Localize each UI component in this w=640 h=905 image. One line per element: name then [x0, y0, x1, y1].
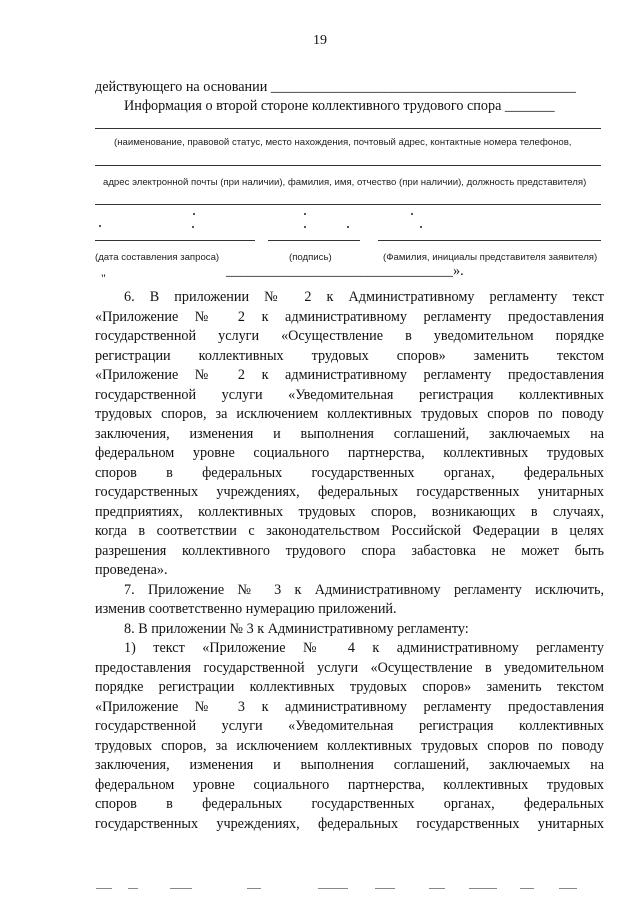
blank-line-1	[95, 128, 601, 129]
body-line: трудовых споров, за исключением коллективных трудовых споров по поводу	[95, 737, 604, 754]
scan-dot	[304, 213, 306, 215]
body-line: федеральном уровне социального партнерства, коллективных трудовых	[95, 776, 604, 793]
body-line: государственных учреждениях, федеральных государственных унитарных	[95, 815, 604, 832]
caption-name-initials: (Фамилия, инициалы представителя заявителя)	[383, 252, 598, 263]
body-line: споров в федеральных государственных органах, федеральных	[95, 464, 604, 481]
scan-artifact	[247, 888, 261, 889]
second-party-title: Информация о второй стороне коллективного трудового спора _______	[124, 98, 555, 114]
body-line: 8. В приложении № 3 к Административному регламенту:	[124, 620, 469, 637]
caption-name: (наименование, правовой статус, место нахождения, почтовый адрес, контактные номера телефонов,	[114, 137, 572, 148]
caption-email: адрес электронной почты (при наличии), фамилия, имя, отчество (при наличии), должность представителя)	[103, 177, 587, 188]
body-line: разрешения коллективного трудового спора забастовка не может быть	[95, 542, 604, 559]
body-line: предоставления государственной услуги «Осуществление в уведомительном	[95, 659, 604, 676]
scan-artifact	[520, 888, 534, 889]
body-line: «Приложение № 2 к административному регламенту предоставления	[95, 308, 604, 325]
body-line: когда в соответствии с законодательством Российской Федерации в целях	[95, 523, 604, 539]
body-line: «Приложение № 2 к административному регламенту предоставления	[95, 367, 604, 383]
scan-artifact	[469, 888, 497, 889]
quote-mark: "	[101, 271, 106, 285]
caption-signature: (подпись)	[289, 252, 332, 263]
body-line: порядке регистрации коллективных трудовых споров» заменить текстом	[95, 679, 604, 695]
body-line: проведена».	[95, 562, 168, 578]
scan-dot	[99, 225, 101, 227]
page-number: 19	[313, 33, 327, 48]
body-line: федеральном уровне социального партнерства, коллективных трудовых	[95, 445, 604, 461]
signature-line	[268, 240, 360, 241]
scan-dot	[347, 226, 349, 228]
scan-artifact	[429, 888, 445, 889]
scan-artifact	[96, 888, 112, 889]
scan-artifact	[128, 888, 138, 889]
body-line: регистрации коллективных трудовых споров» заменить текстом	[95, 347, 604, 364]
scan-dot	[304, 226, 306, 228]
scan-dot	[193, 213, 195, 215]
blank-line-3	[95, 204, 601, 205]
body-line: государственной услуги «Осуществление в уведомительном порядке	[95, 328, 604, 344]
body-line: изменив соответственно нумерацию приложений.	[95, 601, 397, 617]
basis-line: действующего на основании ___________________________________________	[95, 79, 576, 95]
scan-dot	[420, 226, 422, 228]
scan-dot	[192, 226, 194, 228]
name-line	[378, 240, 601, 241]
body-line: споров в федеральных государственных органах, федеральных	[95, 796, 604, 812]
closing-line: ________________________________».	[226, 263, 464, 279]
body-line: 1) текст «Приложение № 4 к административному регламенту	[124, 640, 604, 656]
date-line	[95, 240, 255, 241]
body-line: 7. Приложение № 3 к Административному регламенту исключить,	[124, 581, 604, 598]
body-line: 6. В приложении № 2 к Административному регламенту текст	[124, 289, 604, 305]
scan-artifact	[318, 888, 348, 889]
caption-date: (дата составления запроса)	[95, 252, 220, 263]
scan-artifact	[375, 888, 395, 889]
body-line: «Приложение № 3 к административному регламенту предоставления	[95, 698, 604, 715]
body-line: заключения, изменения и выполнения соглашений, заключаемых на	[95, 425, 604, 442]
scan-dot	[411, 213, 413, 215]
body-line: государственной услуги «Уведомительная регистрация коллективных	[95, 386, 604, 403]
body-line: заключения, изменения и выполнения соглашений, заключаемых на	[95, 757, 604, 773]
scan-artifact	[559, 888, 577, 889]
body-line: трудовых споров, за исключением коллективных трудовых споров по поводу	[95, 406, 604, 422]
body-line: предприятиях, коллективных трудовых споров, возникающих в случаях,	[95, 503, 604, 520]
blank-line-2	[95, 165, 601, 166]
body-line: государственных учреждениях, федеральных государственных унитарных	[95, 484, 604, 500]
body-line: государственной услуги «Уведомительная регистрация коллективных	[95, 718, 604, 734]
scan-artifact	[170, 888, 192, 889]
